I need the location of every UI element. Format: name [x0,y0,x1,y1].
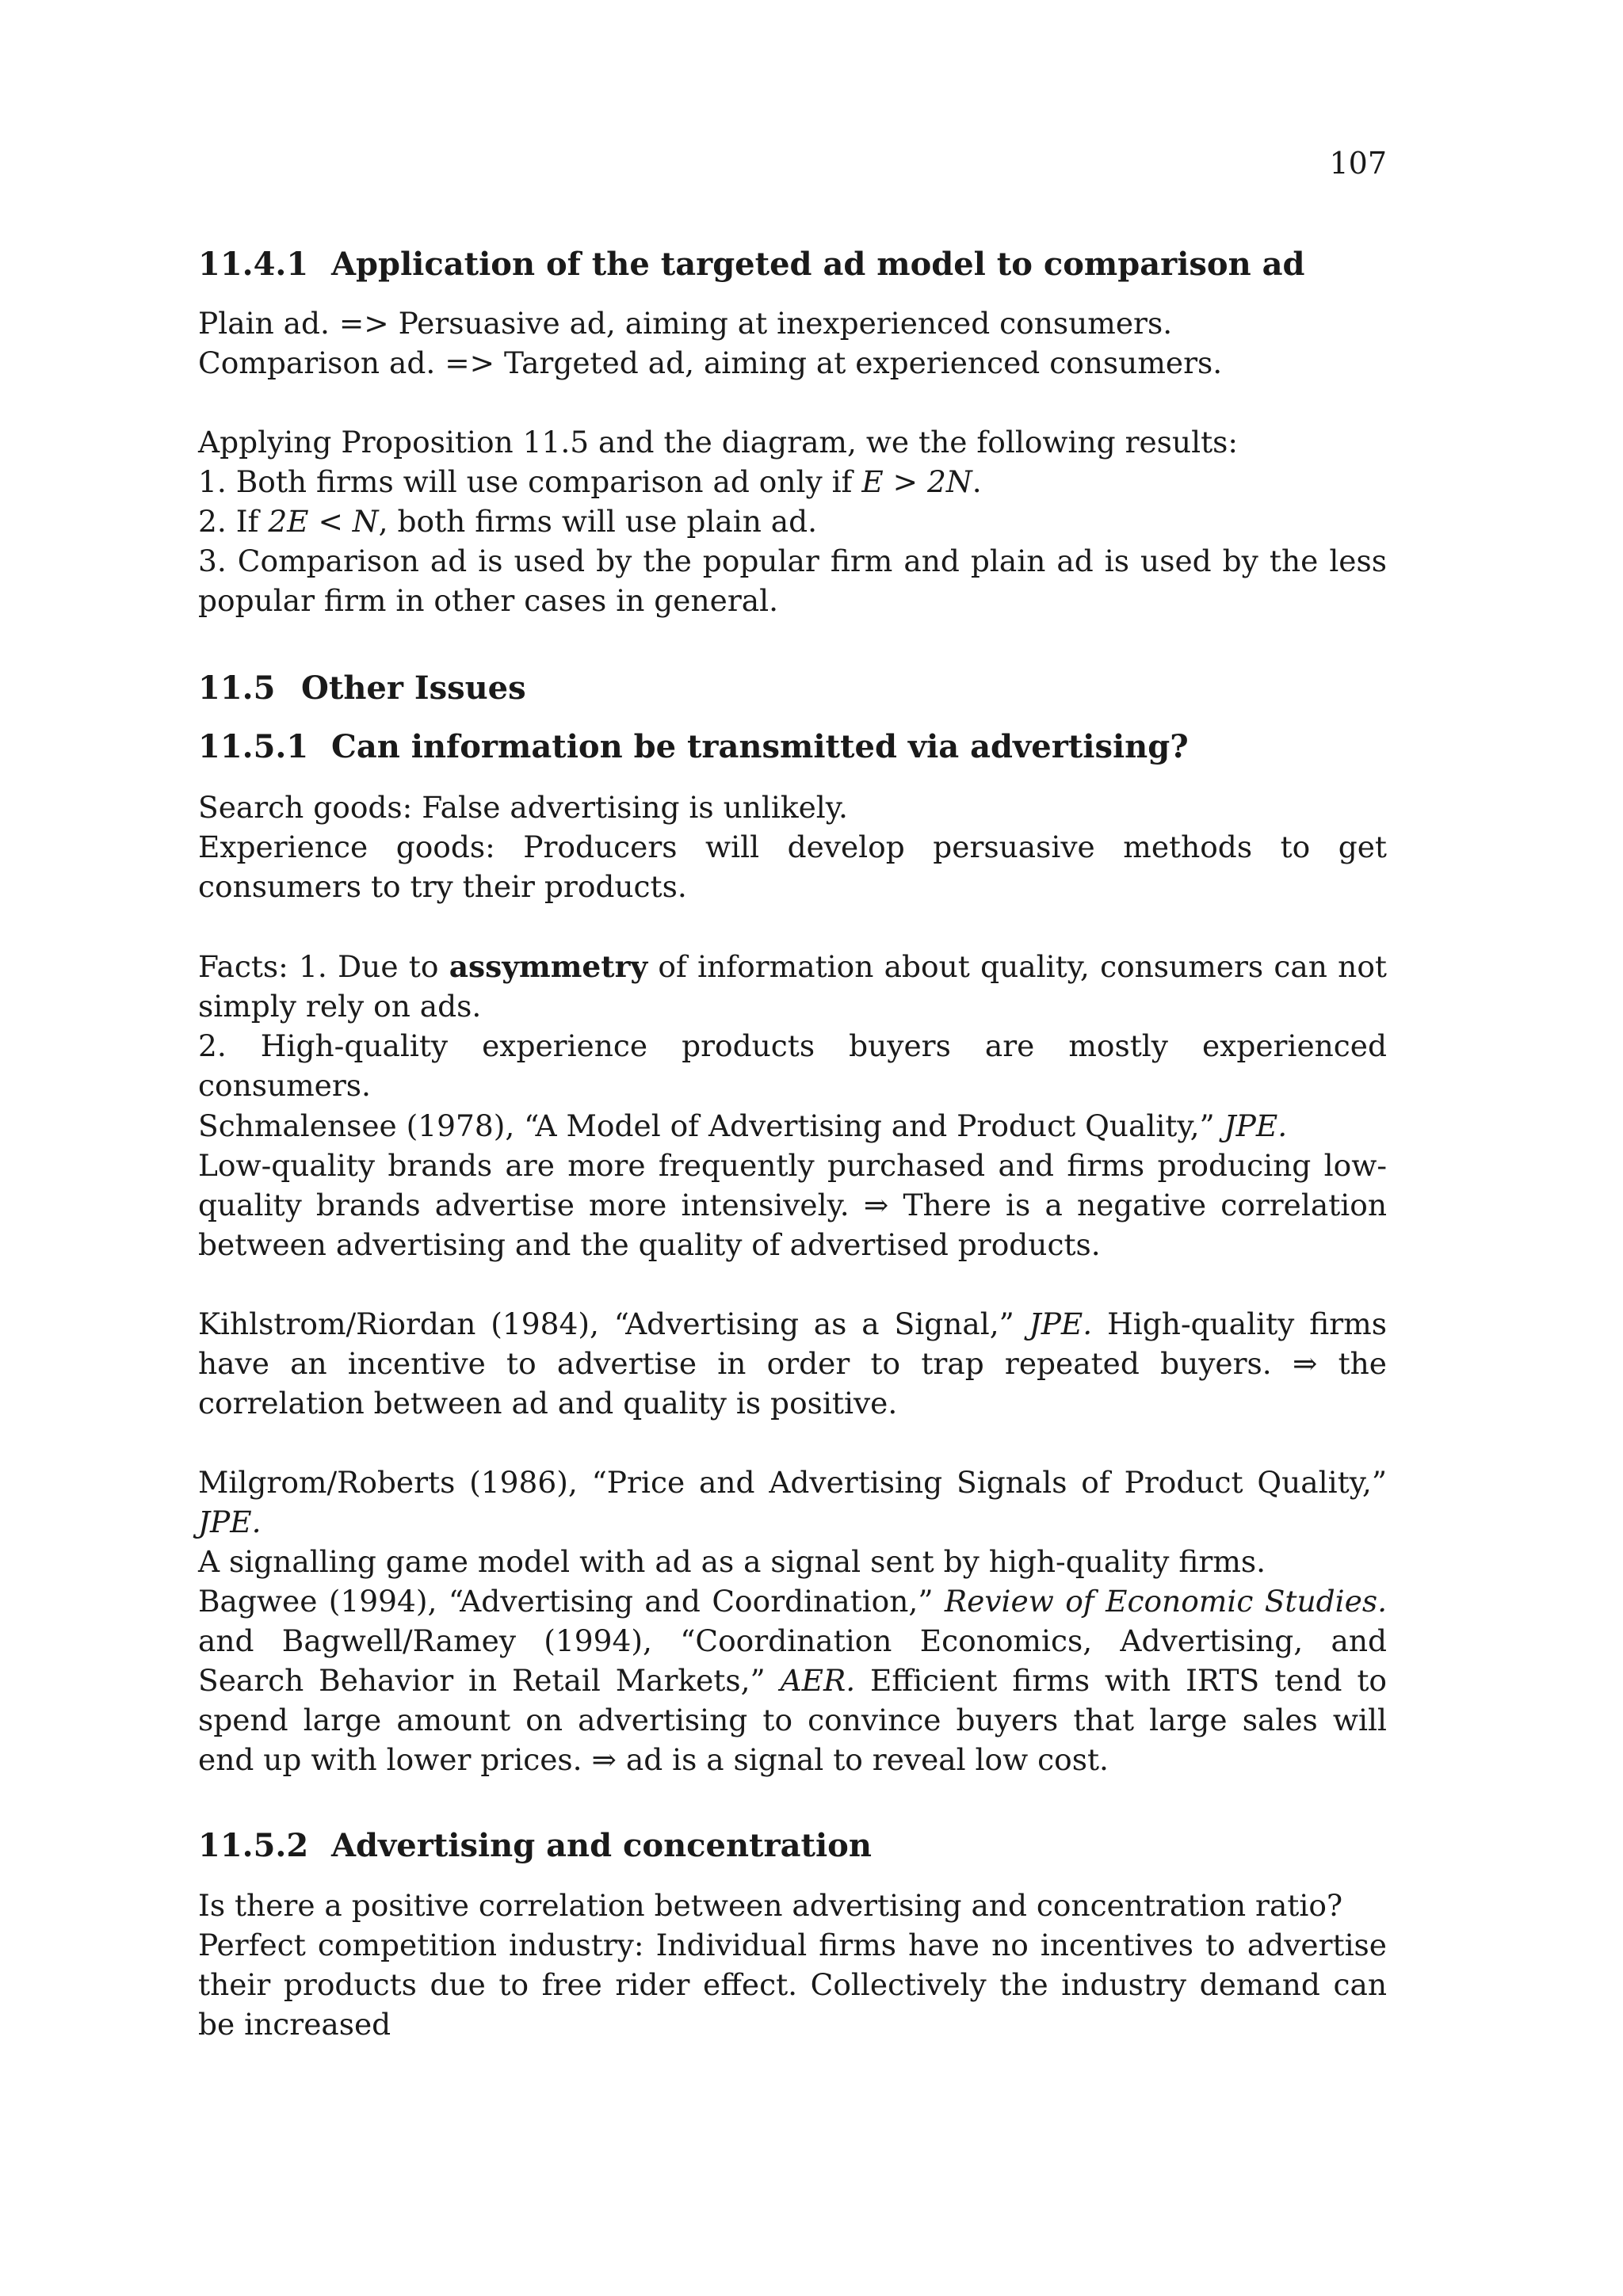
result-2-end: , both firms will use plain ad. [378,504,818,539]
subsection-heading-11-5-2 [198,1826,872,1866]
result-1-math: E > 2N [861,464,972,499]
bagwell-text: Efficient firms with IRTS tend to spend large amount on advertising to convince buyers that large sales will end up with lower prices. ⇒ ad is a signal to reveal low cost. [198,1663,1387,1777]
section-heading-11-5 [198,669,526,708]
schmalensee-citation [198,1106,1387,1146]
subsection-heading-11-5-1 [198,727,1189,767]
concentration-text: Perfect competition industry: Individual firms have no incentives to advertise their products due to free rider effect. Collectively the industry demand can be increased [198,1928,1387,2042]
subsection-number: 11.5.2 [198,1827,309,1864]
journal-name: Review of Economic Studies. [944,1584,1387,1619]
fact-1 [198,949,1387,1024]
subsection-number: 11.5.1 [198,728,309,765]
experience-goods-text: Experience goods: Producers will develop persuasive methods to get consumers to try their products. [198,830,1387,904]
ad-type-lines [198,303,1387,383]
milgrom-citation [198,1463,1387,1542]
kihlstrom-paragraph [198,1304,1387,1423]
subsection-title: Application of the targeted ad model to comparison ad [331,246,1305,283]
result-1-end: . [972,464,982,499]
fact-1-end: of information about quality, consumers can not simply rely on ads. [198,949,1387,1024]
fact-1-bold-term: assymmetry [449,949,648,984]
milgrom-paragraph [198,1463,1387,1581]
schmalensee-paragraph [198,1106,1387,1264]
concentration-paragraph [198,1886,1387,2044]
fact-2: 2. High-quality experience products buyers are mostly experienced consumers. [198,1028,1387,1103]
subsection-number: 11.4.1 [198,246,309,283]
result-2 [198,502,1387,541]
results-intro: Applying Proposition 11.5 and the diagram, we the following results: [198,425,1239,460]
results-paragraph [198,422,1387,620]
page-number: 107 [1329,146,1387,181]
search-goods-line: Search goods: False advertising is unlikely. [198,790,848,825]
kihlstrom-text: High-quality firms have an incentive to advertise in order to trap repeated buyers. ⇒ the correlation between ad and quality is positive. [198,1306,1387,1421]
subsection-title: Can information be transmitted via advertising? [331,728,1189,765]
subsection-heading-11-4-1 [198,245,1305,284]
bagwell-paragraph [198,1581,1387,1779]
result-3: 3. Comparison ad is used by the popular firm and plain ad is used by the less popular firm in other cases in general. [198,543,1387,618]
milgrom-text: A signalling game model with ad as a signal sent by high-quality firms. [198,1544,1266,1579]
journal-name: JPE. [198,1505,262,1539]
citation-text: Milgrom/Roberts (1986), “Price and Advertising Signals of Product Quality,” [198,1465,1387,1500]
fact-1-start: Facts: 1. Due to [198,949,449,984]
section-title: Other Issues [301,669,526,707]
result-1 [198,462,1387,502]
comparison-ad-line: Comparison ad. => Targeted ad, aiming at experienced consumers. [198,345,1223,380]
citation-text: Kihlstrom/Riordan (1984), “Advertising as a Signal,” [198,1306,1029,1341]
result-2-math: 2E < N [268,504,379,539]
concentration-question: Is there a positive correlation between advertising and concentration ratio? [198,1888,1343,1923]
citation-text: Schmalensee (1978), “A Model of Advertising and Product Quality,” [198,1108,1224,1143]
journal-name: JPE. [1224,1108,1288,1143]
result-1-text: 1. Both firms will use comparison ad only if [198,464,862,499]
journal-name: JPE. [1029,1306,1093,1341]
result-2-text: 2. If [198,504,269,539]
goods-paragraph [198,788,1387,906]
section-number: 11.5 [198,669,276,707]
facts-paragraph [198,947,1387,1105]
citation-text-2: and Bagwell/Ramey (1994), “Coordination Economics, Advertising, and Search Behavior in Retail Markets,” [198,1623,1387,1698]
citation-text: Bagwee (1994), “Advertising and Coordination,” [198,1584,945,1619]
plain-ad-line: Plain ad. => Persuasive ad, aiming at inexperienced consumers. [198,306,1173,341]
subsection-title: Advertising and concentration [331,1827,872,1864]
journal-name-2: AER. [780,1663,856,1698]
schmalensee-text: Low-quality brands are more frequently purchased and firms producing low-quality brands advertise more intensively. ⇒ There is a negative correlation between advertising and the quality of advertised products. [198,1148,1387,1262]
